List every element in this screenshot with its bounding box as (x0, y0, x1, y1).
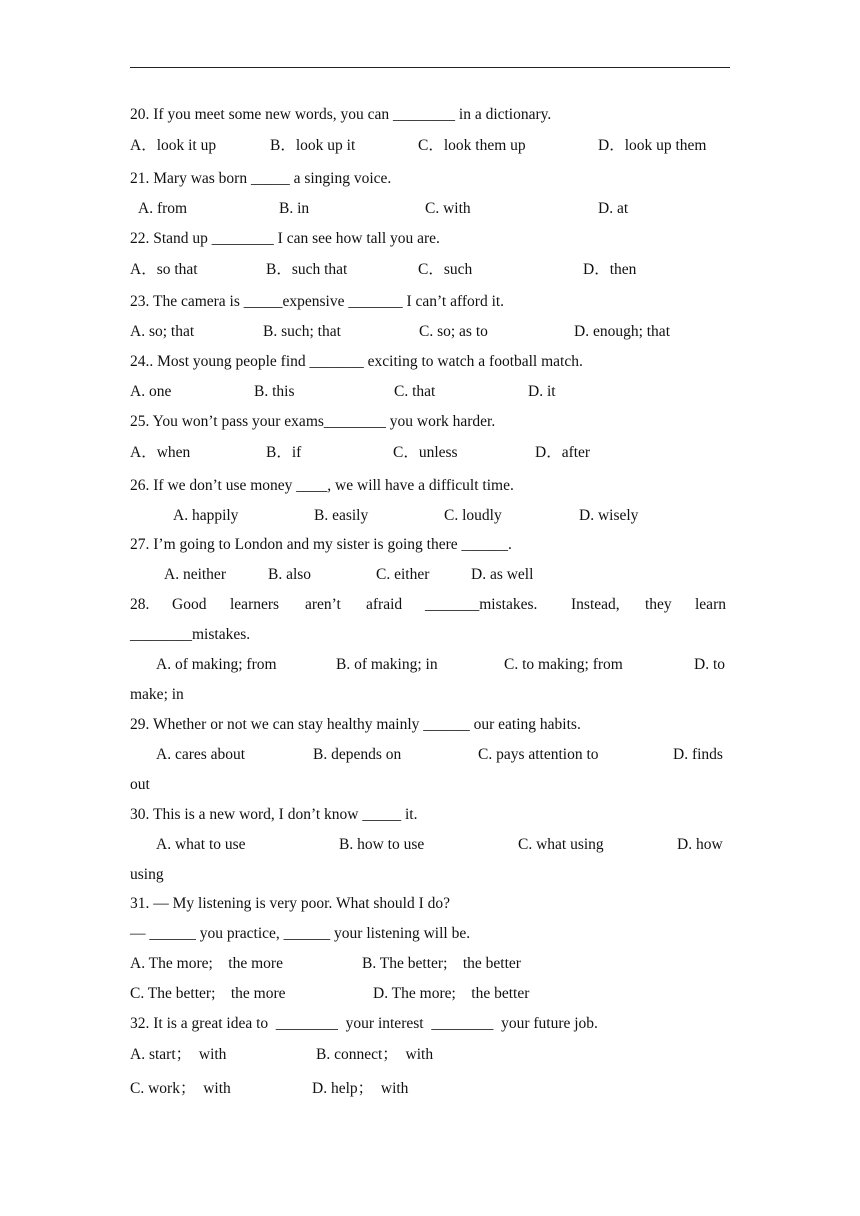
q22-option-c: C．such (418, 261, 473, 278)
q28-stem-word: _______mistakes. (425, 596, 538, 613)
question-23: 23. The camera is _____expensive _______ I can’t afford it. (130, 293, 505, 310)
q24-option-a: A. one (130, 383, 172, 400)
q28-stem-word: learners (230, 596, 280, 613)
q28-stem-word: Instead, (571, 596, 620, 613)
question-31-response: — ______ you practice, ______ your listening will be. (130, 925, 471, 942)
q27-option-d: D. as well (471, 566, 534, 583)
q27-option-b: B. also (268, 566, 312, 583)
q31-option-c: C. The better; the more (130, 985, 286, 1002)
q30-option-b: B. how to use (339, 836, 425, 853)
q30-option-d: D. how (677, 836, 723, 853)
q30-option-d-continued: using (130, 866, 164, 883)
question-28-line-1 (130, 595, 730, 615)
q29-option-a: A. cares about (156, 746, 246, 763)
question-30: 30. This is a new word, I don’t know _____ it. (130, 806, 418, 823)
q24-option-d: D. it (528, 383, 556, 400)
question-31: 31. — My listening is very poor. What should I do? (130, 895, 451, 912)
q28-stem-word: Good (172, 596, 207, 613)
q27-option-a: A. neither (164, 566, 226, 583)
q20-option-c: C．look them up (418, 137, 526, 154)
q20-option-b: B．look up it (270, 137, 356, 154)
q23-option-c: C. so; as to (419, 323, 488, 340)
question-28-line-2: ________mistakes. (130, 626, 251, 643)
q29-option-d: D. finds (673, 746, 723, 763)
q30-option-c: C. what using (518, 836, 604, 853)
q20-option-a: A．look it up (130, 137, 217, 154)
question-20: 20. If you meet some new words, you can ________ in a dictionary. (130, 106, 552, 123)
q26-option-d: D. wisely (579, 507, 639, 524)
q29-option-b: B. depends on (313, 746, 402, 763)
q24-option-c: C. that (394, 383, 436, 400)
question-27: 27. I’m going to London and my sister is going there ______. (130, 536, 512, 553)
q20-option-d: D．look up them (598, 137, 707, 154)
q28-stem-word: they (645, 596, 672, 613)
q28-stem-word: 28. (130, 596, 150, 613)
q21-option-a: A. from (138, 200, 188, 217)
question-24: 24.. Most young people find _______ exciting to watch a football match. (130, 353, 583, 370)
question-29: 29. Whether or not we can stay healthy mainly ______ our eating habits. (130, 716, 581, 733)
question-26: 26. If we don’t use money ____, we will have a difficult time. (130, 477, 514, 494)
q32-option-d: D. help； with (312, 1080, 409, 1097)
question-32: 32. It is a great idea to ________ your interest ________ your future job. (130, 1015, 598, 1032)
q23-option-a: A. so; that (130, 323, 195, 340)
q28-option-d-continued: make; in (130, 686, 184, 703)
q22-option-d: D．then (583, 261, 637, 278)
question-21: 21. Mary was born _____ a singing voice. (130, 170, 392, 187)
q26-option-a: A. happily (173, 507, 239, 524)
q30-option-a: A. what to use (156, 836, 246, 853)
q31-option-b: B. The better; the better (362, 955, 521, 972)
q21-option-d: D. at (598, 200, 629, 217)
q32-option-b: B. connect； with (316, 1046, 434, 1063)
q26-option-b: B. easily (314, 507, 369, 524)
q23-option-b: B. such; that (263, 323, 341, 340)
question-22: 22. Stand up ________ I can see how tall you are. (130, 230, 440, 247)
q25-option-a: A．when (130, 444, 191, 461)
q28-stem-word: learn (695, 596, 726, 613)
q29-option-d-continued: out (130, 776, 150, 793)
q22-option-b: B．such that (266, 261, 348, 278)
q22-option-a: A．so that (130, 261, 198, 278)
q28-option-b: B. of making; in (336, 656, 438, 673)
q25-option-c: C．unless (393, 444, 458, 461)
q28-option-a: A. of making; from (156, 656, 277, 673)
q25-option-b: B．if (266, 444, 302, 461)
q31-option-a: A. The more; the more (130, 955, 283, 972)
q28-option-c: C. to making; from (504, 656, 623, 673)
q28-option-d: D. to (694, 656, 725, 673)
header-rule (130, 67, 730, 68)
q21-option-b: B. in (279, 200, 310, 217)
q24-option-b: B. this (254, 383, 295, 400)
q31-option-d: D. The more; the better (373, 985, 530, 1002)
q28-stem-word: aren’t (305, 596, 341, 613)
q27-option-c: C. either (376, 566, 430, 583)
question-25: 25. You won’t pass your exams________ you work harder. (130, 413, 496, 430)
q29-option-c: C. pays attention to (478, 746, 599, 763)
q32-option-a: A. start； with (130, 1046, 227, 1063)
q28-stem-word: afraid (366, 596, 403, 613)
q26-option-c: C. loudly (444, 507, 502, 524)
q21-option-c: C. with (425, 200, 471, 217)
q23-option-d: D. enough; that (574, 323, 670, 340)
q32-option-c: C. work； with (130, 1080, 231, 1097)
q25-option-d: D．after (535, 444, 591, 461)
